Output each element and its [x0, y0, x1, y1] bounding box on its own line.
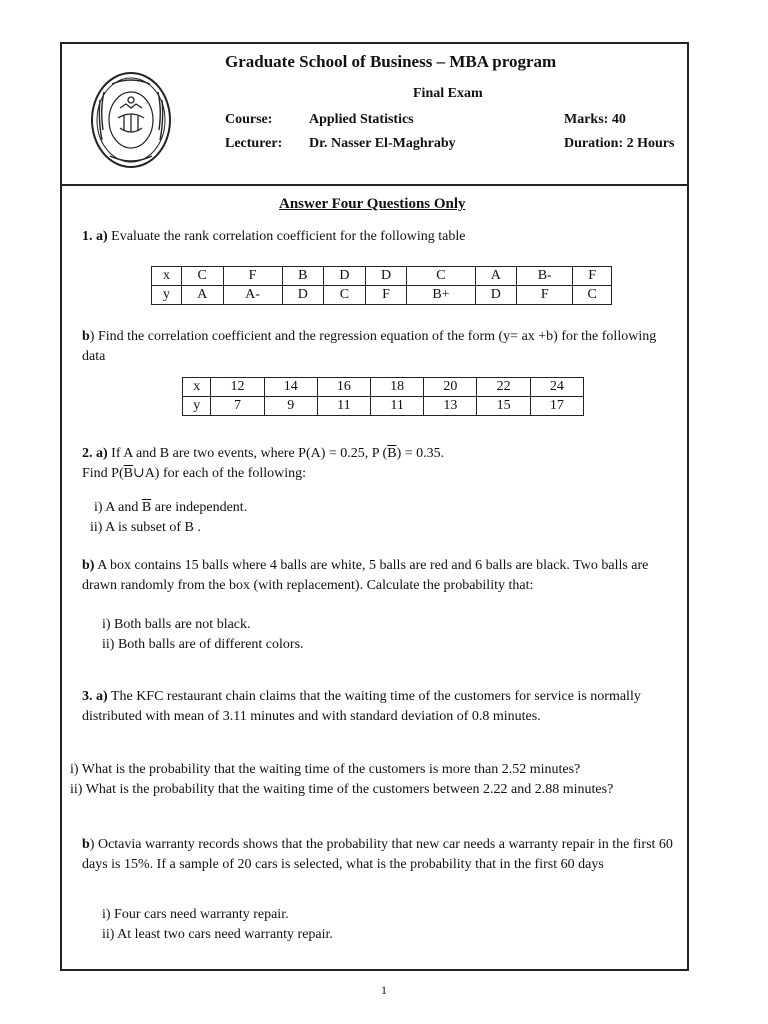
table-cell: 11	[317, 397, 370, 416]
q2b-ii: ii) Both balls are of different colors.	[102, 637, 304, 652]
q1a-number: 1. a)	[82, 229, 108, 244]
exam-title: Final Exam	[413, 86, 483, 101]
q3b-letter: b	[82, 837, 90, 852]
table-cell: 24	[530, 378, 583, 397]
table-cell: 9	[264, 397, 317, 416]
table-cell: 17	[530, 397, 583, 416]
table-cell: 14	[264, 378, 317, 397]
table-cell: B	[282, 267, 324, 286]
duration: Duration: 2 Hours	[564, 136, 675, 151]
q2a-line2-bar: $\overline{B}$	[123, 465, 133, 481]
lecturer-value: Dr. Nasser El-Maghraby	[309, 136, 456, 151]
table-cell: D	[324, 267, 366, 286]
table-cell: C	[573, 286, 612, 305]
q2a-i-bar: $\overline{B}$	[141, 500, 152, 515]
course-value: Applied Statistics	[309, 112, 414, 127]
university-seal-icon	[90, 70, 172, 170]
school-title: Graduate School of Business – MBA program	[225, 52, 557, 71]
regression-table	[182, 377, 584, 416]
table-cell: x	[152, 267, 182, 286]
q2b-text: A box contains 15 balls where 4 balls are white, 5 balls are red and 6 balls are black. Two balls are drawn randomly from the box (with replacement). Calculate the probability that:	[82, 558, 649, 593]
table-cell: 15	[477, 397, 530, 416]
q3a-text: The KFC restaurant chain claims that the waiting time of the customers for service is normally distributed with mean of 3.11 minutes and with standard deviation of 0.8 minutes.	[82, 689, 641, 724]
table-cell: C	[181, 267, 223, 286]
table-cell: y	[152, 286, 182, 305]
lecturer-label: Lecturer:	[225, 136, 283, 151]
q1b-letter: b	[82, 329, 90, 344]
table-cell: D	[365, 267, 407, 286]
q1b	[82, 327, 682, 366]
q3b-i: i) Four cars need warranty repair.	[102, 907, 289, 922]
table-cell: 16	[317, 378, 370, 397]
q3a-ii: ii) What is the probability that the waiting time of the customers between 2.22 and 2.88 minutes?	[70, 782, 614, 797]
table-cell: F	[517, 286, 573, 305]
table-cell: 7	[211, 397, 264, 416]
q2a-i	[94, 498, 674, 518]
q2a	[82, 444, 682, 483]
q2b-number: b)	[82, 558, 95, 573]
table-cell: A	[181, 286, 223, 305]
table-cell: D	[475, 286, 517, 305]
table-cell: y	[183, 397, 211, 416]
table-cell: 11	[371, 397, 424, 416]
instructions: Answer Four Questions Only	[279, 196, 466, 212]
table-cell: 12	[211, 378, 264, 397]
table-cell: A-	[223, 286, 282, 305]
table-cell: x	[183, 378, 211, 397]
q2a-ii: ii) A is subset of B .	[90, 520, 201, 535]
q1a	[82, 227, 682, 247]
q3b	[82, 835, 682, 874]
table-cell: C	[324, 286, 366, 305]
course-label: Course:	[225, 112, 273, 127]
table-cell: A	[475, 267, 517, 286]
rank-table-row-y	[152, 286, 612, 305]
q3a-i: i) What is the probability that the waiting time of the customers is more than 2.52 minutes?	[70, 762, 581, 777]
q2a-line2-post: ∪A) for each of the following:	[132, 465, 307, 481]
table-cell: 18	[371, 378, 424, 397]
table-cell: B+	[407, 286, 475, 305]
q1a-text: Evaluate the rank correlation coefficient for the following table	[111, 229, 466, 244]
q2a-number: 2. a)	[82, 446, 108, 461]
q2a-line1-pre: If A and B are two events, where P(A) = 0.25, P (	[111, 446, 388, 461]
header-divider	[60, 184, 689, 186]
q3b-text: ) Octavia warranty records shows that the probability that new car needs a warranty repair in the first 60 days is 15%. If a sample of 20 cars is selected, what is the probability that in the first 60 days	[82, 837, 673, 872]
table-cell: B-	[517, 267, 573, 286]
q1b-text: ) Find the correlation coefficient and the regression equation of the form (y= ax +b) for the following data	[82, 329, 657, 364]
q3a	[82, 687, 682, 726]
table-cell: F	[573, 267, 612, 286]
q2a-line2-pre: Find P(	[82, 465, 124, 481]
q2b	[82, 556, 682, 595]
marks: Marks: 40	[564, 112, 626, 127]
table-cell: 13	[424, 397, 477, 416]
page-number: 1	[381, 983, 387, 997]
q2a-i-pre: i) A and	[94, 500, 142, 515]
q2a-line1-post: ) = 0.35.	[396, 446, 445, 461]
table-cell: 20	[424, 378, 477, 397]
table-cell: F	[223, 267, 282, 286]
q2b-i: i) Both balls are not black.	[102, 617, 251, 632]
q3b-ii: ii) At least two cars need warranty repair.	[102, 927, 333, 942]
table-cell: C	[407, 267, 475, 286]
q3a-number: 3. a)	[82, 689, 108, 704]
table-cell: 22	[477, 378, 530, 397]
regression-table-row-y	[183, 397, 584, 416]
rank-table	[151, 266, 612, 305]
q2a-line1-bar: $\overline{B}$	[387, 446, 397, 461]
regression-table-row-x	[183, 378, 584, 397]
rank-table-row-x	[152, 267, 612, 286]
table-cell: D	[282, 286, 324, 305]
table-cell: F	[365, 286, 407, 305]
q2a-i-post: are independent.	[151, 500, 248, 515]
